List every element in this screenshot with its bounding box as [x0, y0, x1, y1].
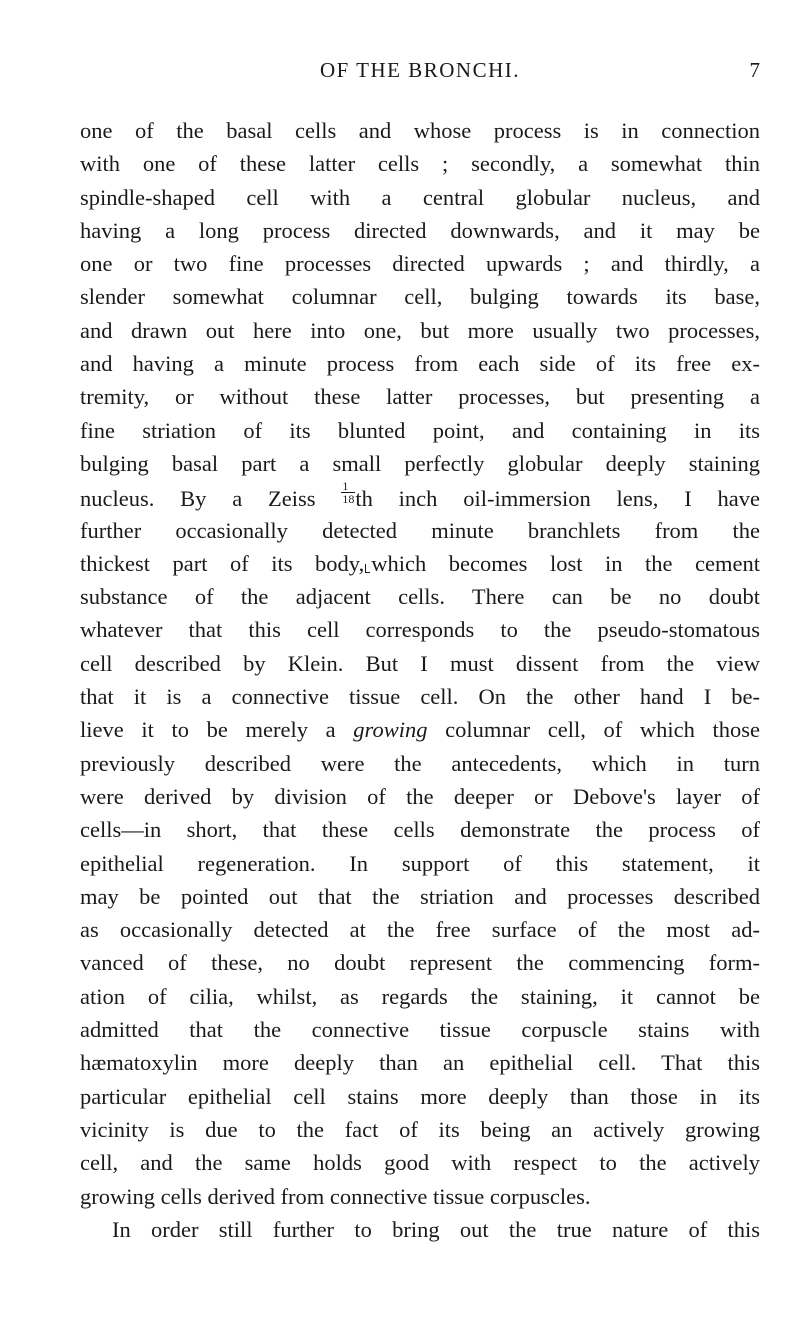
page-number: 7 — [749, 58, 760, 82]
text-segment: th inch oil-immersion lens, I have — [355, 486, 760, 512]
text-line: vicinity is due to the fact of its being an actively growing — [80, 1116, 760, 1142]
text-segment: which becomes lost in the cement — [371, 550, 760, 576]
text-line: particular epithelial cell stains more deeply than those in its — [80, 1083, 760, 1109]
text-line: further occasionally detected minute branchlets from the — [80, 517, 760, 543]
fraction — [341, 480, 355, 505]
running-head — [80, 58, 760, 88]
text-segment: nucleus. By a Zeiss — [80, 486, 342, 512]
text-line: cells—in short, that these cells demonstrate the process of — [80, 817, 760, 843]
text-line: cell described by Klein. But I must dissent from the view — [80, 650, 760, 676]
paragraph-first-line: In order still further to bring out the true nature of this — [112, 1216, 760, 1242]
text-line: may be pointed out that the striation and processes described — [80, 883, 760, 909]
text-line: ation of cilia, whilst, as regards the staining, it cannot be — [80, 983, 760, 1009]
fraction-numerator: 1 — [341, 480, 355, 493]
text-line: having a long process directed downwards, and it may be — [80, 217, 760, 243]
paragraph-last-line: growing cells derived from connective tissue corpuscles. — [80, 1183, 591, 1209]
caret-mark — [365, 564, 370, 573]
body-text — [80, 114, 760, 1246]
text-segment: lieve it to be merely a — [80, 717, 354, 743]
text-line: previously described were the antecedents, which in turn — [80, 750, 760, 776]
text-line: one of the basal cells and whose process is in connection — [80, 118, 760, 143]
text-segment: thickest part of its body, — [80, 550, 365, 576]
text-line: that it is a connective tissue cell. On the other hand I be- — [80, 684, 760, 710]
text-line: spindle-shaped cell with a central globular nucleus, and — [80, 184, 760, 210]
text-line: hæmatoxylin more deeply than an epithelial cell. That this — [80, 1050, 760, 1076]
text-line: slender somewhat columnar cell, bulging towards its base, — [80, 284, 760, 310]
text-line-with-fraction — [80, 480, 760, 513]
italic-word: growing — [353, 717, 428, 743]
text-line: and drawn out here into one, but more usually two processes, — [80, 317, 760, 343]
text-line: fine striation of its blunted point, and containing in its — [80, 417, 760, 443]
text-line: epithelial regeneration. In support of this statement, it — [80, 850, 760, 876]
text-line: whatever that this cell corresponds to the pseudo-stomatous — [80, 617, 760, 643]
running-title: OF THE BRONCHI. — [319, 58, 521, 82]
text-line: were derived by division of the deeper or Debove's layer of — [80, 783, 760, 809]
fraction-denominator: 18 — [342, 492, 355, 507]
text-line: one or two fine processes directed upwards ; and thirdly, a — [80, 251, 760, 277]
text-line: tremity, or without these latter processes, but presenting a — [80, 384, 760, 410]
text-line: as occasionally detected at the free surface of the most ad- — [80, 917, 760, 943]
text-line: substance of the adjacent cells. There can be no doubt — [80, 584, 760, 610]
text-line: bulging basal part a small perfectly globular deeply staining — [80, 450, 760, 476]
text-line: vanced of these, no doubt represent the commencing form- — [80, 950, 760, 976]
text-segment: columnar cell, of which those — [427, 717, 761, 743]
text-line: cell, and the same holds good with respect to the actively — [80, 1150, 760, 1176]
text-line-with-caret — [80, 547, 760, 580]
text-line: admitted that the connective tissue corpuscle stains with — [80, 1017, 760, 1043]
text-line-with-italic — [80, 713, 760, 746]
text-line: and having a minute process from each side of its free ex- — [80, 351, 760, 377]
text-line: with one of these latter cells ; secondly, a somewhat thin — [80, 151, 760, 177]
